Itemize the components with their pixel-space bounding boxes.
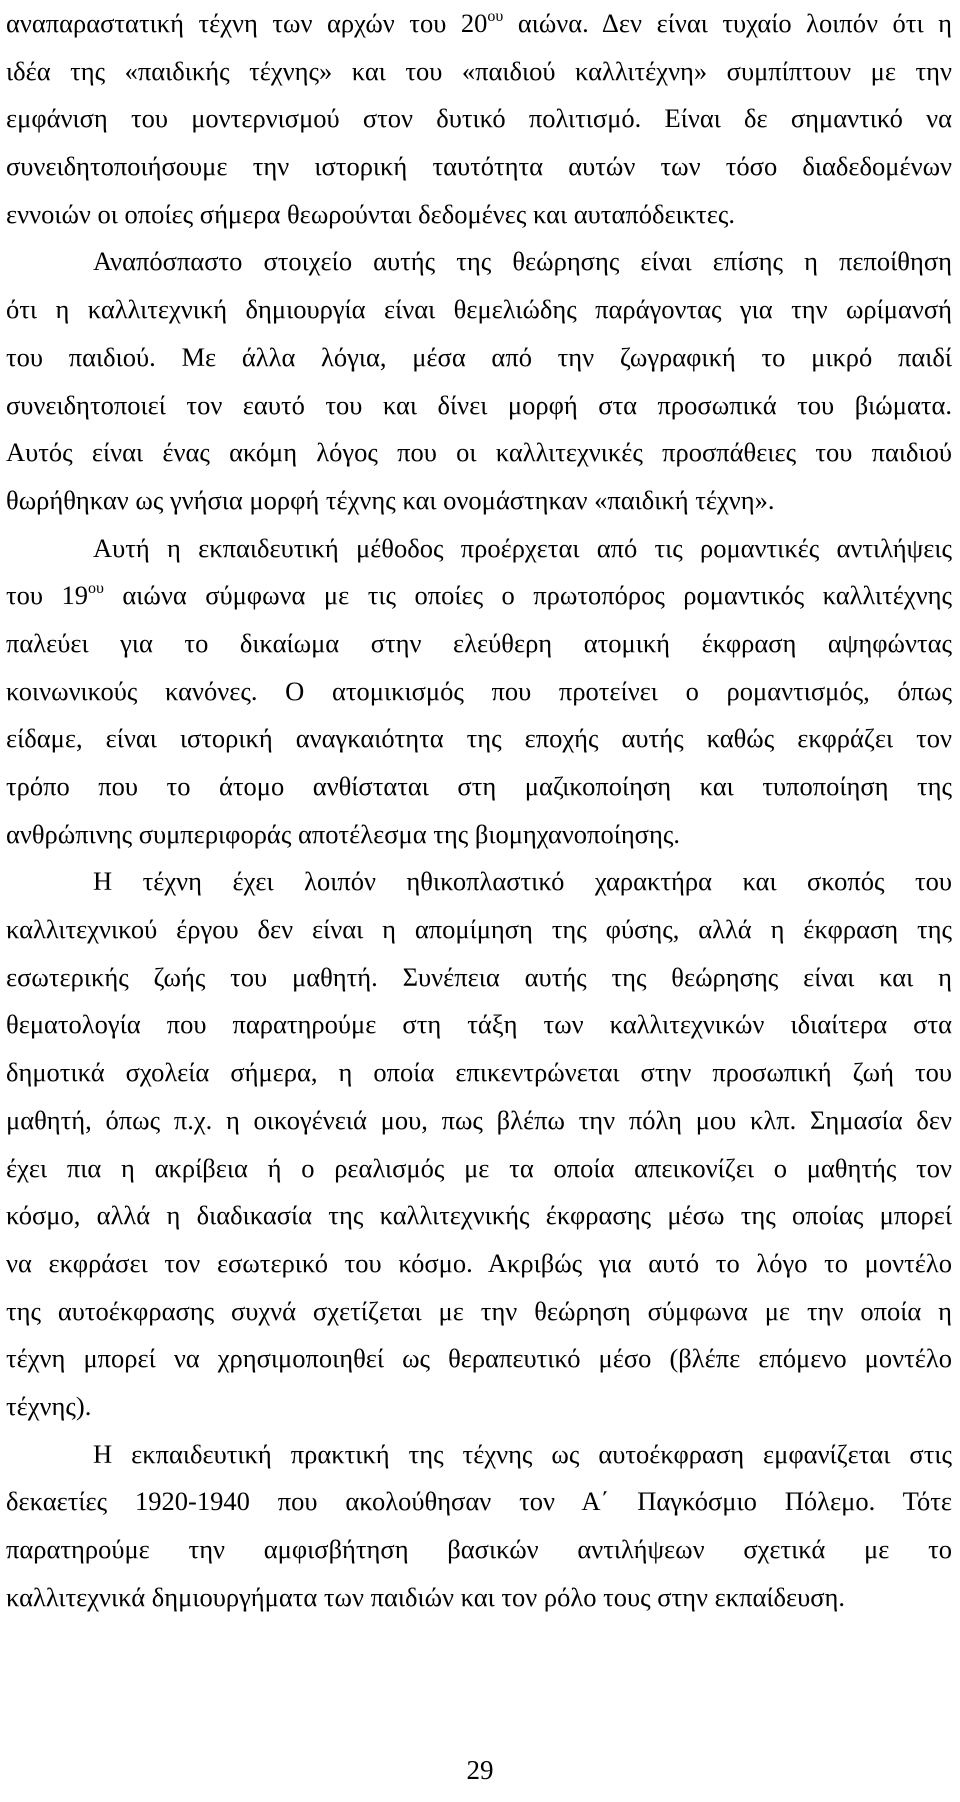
text-line: της αυτοέκφρασης συχνά σχετίζεται με την θεώρηση σύμφωνα με την οποία η — [6, 1295, 952, 1326]
text-line: αναπαραστατική τέχνη των αρχών του $20^{o\upsilon}$ αιώνα. Δεν είναι τυχαίο λοιπόν ότι η — [6, 8, 952, 38]
paragraph — [6, 525, 952, 859]
text-line: έχει πια η ακρίβεια ή ο ρεαλισμός με τα οποία απεικονίζει ο μαθητής τον — [6, 1152, 952, 1183]
text-line: εσωτερικής ζωής του μαθητή. Συνέπεια αυτής της θεώρησης είναι και η — [6, 961, 952, 992]
text-line: του παιδιού. Με άλλα λόγια, μέσα από την ζωγραφική το μικρό παιδί — [6, 341, 952, 372]
paragraph — [6, 0, 952, 238]
text-line: τέχνη μπορεί να χρησιμοποιηθεί ως θεραπευτικό μέσο (βλέπε επόμενο μοντέλο — [6, 1343, 952, 1374]
paragraph — [6, 238, 952, 524]
text-line: παρατηρούμε την αμφισβήτηση βασικών αντιλήψεων σχετικά με το — [6, 1534, 952, 1564]
text-line: Η τέχνη έχει λοιπόν ηθικοπλαστικό χαρακτήρα και σκοπός του — [93, 866, 952, 897]
text-line: θεματολογία που παρατηρούμε στη τάξη των καλλιτεχνικών ιδιαίτερα στα — [6, 1009, 952, 1040]
superscript: ου — [487, 8, 504, 25]
text-line: θωρήθηκαν ως γνήσια μορφή τέχνης και ονομάστηκαν «παιδική τέχνη». — [6, 484, 775, 515]
page-number: 29 — [466, 1755, 494, 1785]
text-line: δεκαετίες 1920-1940 που ακολούθησαν τον Α΄ Παγκόσμιο Πόλεμο. Τότε — [6, 1486, 952, 1517]
text-line: συνειδητοποιήσουμε την ιστορική ταυτότητα αυτών των τόσο διαδεδομένων — [6, 151, 952, 182]
text-line: παλεύει για το δικαίωμα στην ελεύθερη ατομική έκφραση αψηφώντας — [6, 627, 952, 658]
text-line: κοινωνικούς κανόνες. Ο ατομικισμός που προτείνει ο ρομαντισμός, όπως — [6, 675, 952, 706]
text-line: συνειδητοποιεί τον εαυτό του και δίνει μορφή στα προσωπικά του βιώματα. — [6, 389, 952, 420]
text-line: κόσμο, αλλά η διαδικασία της καλλιτεχνικής έκφρασης μέσω της οποίας μπορεί — [6, 1200, 952, 1231]
text-line: εμφάνιση του μοντερνισμού στον δυτικό πολιτισμό. Είναι δε σημαντικό να — [6, 103, 952, 134]
paragraph — [6, 1431, 952, 1622]
text-line: τέχνης). — [6, 1390, 92, 1421]
text-line: ιδέα της «παιδικής τέχνης» και του «παιδιού καλλιτέχνη» συμπίπτουν με την — [6, 55, 952, 86]
text-line: τρόπο που το άτομο ανθίσταται στη μαζικοποίηση και τυποποίηση της — [6, 771, 952, 801]
text-line: μαθητή, όπως π.χ. η οικογένειά μου, πως βλέπω την πόλη μου κλπ. Σημασία δεν — [6, 1104, 952, 1135]
text-line: να εκφράσει τον εσωτερικό του κόσμο. Ακριβώς για αυτό το λόγο το μοντέλο — [6, 1247, 952, 1278]
paragraph — [6, 858, 952, 1430]
text-line: του $19^{o\upsilon}$ αιώνα σύμφωνα με τις οποίες ο πρωτοπόρος ρομαντικός καλλιτέχνης — [6, 580, 952, 611]
text-line: ανθρώπινης συμπεριφοράς αποτέλεσμα της βιομηχανοποίησης. — [6, 818, 680, 849]
text-line: Η εκπαιδευτική πρακτική της τέχνης ως αυτοέκφραση εμφανίζεται στις — [93, 1438, 952, 1469]
text-line: ότι η καλλιτεχνική δημιουργία είναι θεμελιώδης παράγοντας για την ωρίμανσή — [6, 294, 952, 325]
text-body — [6, 0, 952, 1621]
superscript: ου — [88, 580, 104, 598]
text-line: είδαμε, είναι ιστορική αναγκαιότητα της εποχής αυτής καθώς εκφράζει τον — [6, 723, 952, 754]
text-line: Αυτή η εκπαιδευτική μέθοδος προέρχεται από τις ρομαντικές αντιλήψεις — [93, 532, 952, 563]
text-line: εννοιών οι οποίες σήμερα θεωρούνται δεδομένες και αυταπόδεικτες. — [6, 198, 735, 229]
text-line: Αυτός είναι ένας ακόμη λόγος που οι καλλιτεχνικές προσπάθειες του παιδιού — [6, 437, 952, 468]
text-line: Αναπόσπαστο στοιχείο αυτής της θεώρησης είναι επίσης η πεποίθηση — [93, 246, 952, 277]
text-line: καλλιτεχνικά δημιουργήματα των παιδιών και τον ρόλο τους στην εκπαίδευση. — [6, 1581, 846, 1612]
text-line: δημοτικά σχολεία σήμερα, η οποία επικεντρώνεται στην προσωπική ζωή του — [6, 1057, 952, 1088]
text-line: καλλιτεχνικού έργου δεν είναι η απομίμηση της φύσης, αλλά η έκφραση της — [6, 914, 952, 945]
